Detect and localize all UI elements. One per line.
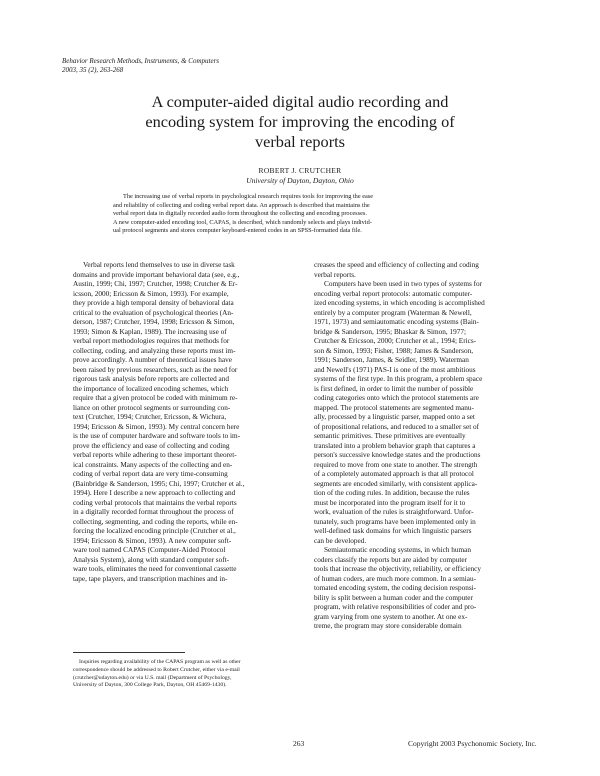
abstract-line: and reliability of collecting and coding verbal report data. An approach is described that maintains the bbox=[113, 201, 370, 209]
footnote-line: University of Dayton, 300 College Park, Dayton, OH 45469-1430). bbox=[73, 682, 227, 689]
footnote-line: correspondence should be addressed to Robert Crutcher, either via e-mail bbox=[73, 666, 240, 673]
body-text-line: critical to the evaluation of psychological theories (An- bbox=[73, 308, 234, 317]
journal-header bbox=[62, 57, 219, 75]
body-text-line: 1991; Sanderson, James, & Seidler, 1989). Waterman bbox=[314, 356, 469, 364]
body-text-line: can be developed. bbox=[314, 536, 367, 545]
abstract-line: A new computer-aided encoding tool, CAPAS, is described, which randomly selects and plays individ- bbox=[113, 218, 372, 226]
body-text-line: they provide a high temporal density of behavioral data bbox=[73, 299, 234, 307]
title-line: A computer-aided digital audio recording and bbox=[151, 92, 449, 111]
journal-name: Behavior Research Methods, Instruments, & Computers bbox=[62, 57, 220, 65]
footnote-line: (crutcher@udayton.edu) or via U.S. mail (Department of Psychology, bbox=[73, 674, 232, 681]
body-text-line: tion of the coding rules. In addition, because the rules bbox=[314, 489, 470, 497]
body-text-line: in a digitally recorded format throughout the process of bbox=[73, 508, 234, 516]
body-text-line: ical constraints. Many aspects of the collecting and en- bbox=[73, 460, 233, 469]
body-text-line: ized encoding systems, in which encoding is accomplished bbox=[314, 299, 485, 307]
journal-citation: 2003, 35 (2), 263-268 bbox=[62, 66, 124, 74]
abstract-line: ual protocol segments and stores computer keyboard-entered codes in an SPSS-formatted data file. bbox=[113, 227, 362, 234]
body-text-line: derson, 1987; Crutcher, 1994, 1998; Ericsson & Simon, bbox=[73, 318, 235, 326]
footnote-divider bbox=[73, 652, 185, 653]
body-text-line: creases the speed and efficiency of collecting and coding bbox=[314, 261, 479, 269]
body-text-line: must be incorporated into the program itself for it to bbox=[314, 498, 466, 507]
body-text-line: gram varying from one system to another. At one ex- bbox=[314, 612, 468, 621]
body-text-line: Semiautomatic encoding systems, in which human bbox=[324, 546, 471, 554]
body-text-line: 1993; Simon & Kaplan, 1989). The increasing use of bbox=[73, 327, 227, 336]
body-text-line: systems of the first type. In this program, a problem space bbox=[314, 375, 483, 383]
body-text-line: son & Simon, 1993; Fisher, 1988; James & Sanderson, bbox=[314, 346, 474, 355]
abstract bbox=[113, 193, 493, 236]
title-line: verbal reports bbox=[255, 132, 345, 151]
body-text-line: 1994). Here I describe a new approach to collecting and bbox=[73, 489, 236, 497]
body-text-line: prove accordingly. A number of theoretical issues have bbox=[73, 356, 232, 364]
body-text-line: forcing the localized encoding principle (Crutcher et al., bbox=[73, 527, 236, 535]
body-text-line: entirely by a computer program (Waterman & Newell, bbox=[314, 308, 472, 317]
body-text-line: tomated encoding system, the coding decision responsi- bbox=[314, 584, 477, 592]
body-text-line: coders classify the reports but are aided by computer bbox=[314, 555, 468, 564]
body-text-line: 1994; Ericsson & Simon, 1993). A new computer soft- bbox=[73, 536, 232, 545]
body-text-line: work, evaluation of the rules is straightforward. Unfor- bbox=[314, 508, 474, 516]
body-text-line: of a completely automated approach is that all protocol bbox=[314, 470, 474, 478]
body-text-line: required to move from one state to another. The strength bbox=[314, 460, 478, 469]
footnote-line: Inquiries regarding availability of the CAPAS program as well as other bbox=[79, 659, 241, 665]
author-name: ROBERT J. CRUTCHER bbox=[258, 166, 342, 175]
body-text-line: liance on other protocol segments or surrounding con- bbox=[73, 403, 231, 412]
body-text-line: of human coders, are much more common. In a semiau- bbox=[314, 574, 477, 583]
body-text-line: program, with relative responsibilities of coder and pro- bbox=[314, 603, 477, 611]
body-text-line: coding of verbal report data are very time-consuming bbox=[73, 470, 228, 478]
body-text-line: person's successive knowledge states and the productions bbox=[314, 451, 481, 459]
body-column-right bbox=[314, 261, 532, 632]
footnote bbox=[73, 659, 291, 690]
body-text-line: the importance of localized encoding schemes, which bbox=[73, 384, 229, 393]
body-text-line: verbal reports while adhering to these important theoret- bbox=[73, 451, 237, 459]
abstract-line: verbal report data in digitally recorded audio form throughout the collecting and encoding processes. bbox=[113, 210, 367, 217]
body-text-line: encoding verbal report protocols: automatic computer- bbox=[314, 289, 473, 298]
body-text-line: tape, tape players, and transcription machines and in- bbox=[73, 574, 228, 583]
body-text-line: translated into a problem behavior graph that captures a bbox=[314, 441, 476, 450]
body-text-line: Crutcher & Ericsson, 2000; Crutcher et al., 1994; Erics- bbox=[314, 337, 477, 345]
title-line: encoding system for improving the encoding of bbox=[145, 112, 455, 131]
body-text-line: and Newell's (1971) PAS-I is one of the most ambitious bbox=[314, 365, 476, 374]
body-text-line: tools that increase the objectivity, reliability, or efficiency bbox=[314, 565, 482, 573]
author-affiliation: University of Dayton, Dayton, Ohio bbox=[246, 176, 354, 185]
article-title bbox=[70, 92, 530, 152]
body-text-line: verbal report methodologies requires that methods for bbox=[73, 337, 230, 345]
body-text-line: (Bainbridge & Sanderson, 1995; Chi, 1997; Crutcher et al., bbox=[73, 479, 245, 488]
body-text-line: well-defined task domains for which linguistic parsers bbox=[314, 527, 472, 535]
body-text-line: semantic primitives. These primitives are eventually bbox=[314, 432, 466, 440]
body-text-line: rigorous task analysis before reports are collected and bbox=[73, 375, 230, 383]
body-text-line: prove the efficiency and ease of collecting and coding bbox=[73, 441, 230, 450]
body-text-line: mapped. The protocol statements are segmented manu- bbox=[314, 403, 474, 412]
body-text-line: icsson, 2000; Ericsson & Simon, 1993). For example, bbox=[73, 289, 229, 298]
body-text-line: is first defined, in order to limit the number of possible bbox=[314, 384, 474, 393]
body-text-line: collecting, coding, and analyzing these reports must im- bbox=[73, 346, 236, 355]
body-column-left bbox=[73, 261, 291, 584]
body-text-line: is the use of computer hardware and software tools to im- bbox=[73, 432, 241, 440]
body-text-line: segments are encoded similarly, with consistent applica- bbox=[314, 479, 478, 488]
body-text-line: require that a given protocol be coded with minimum re- bbox=[73, 394, 238, 402]
body-text-line: been raised by previous researchers, such as the need for bbox=[73, 365, 238, 374]
body-text-line: of propositional relations, and reduced to a smaller set of bbox=[314, 422, 480, 431]
copyright-notice: Copyright 2003 Psychonomic Society, Inc. bbox=[408, 739, 537, 748]
body-text-line: coding verbal protocols that maintains the verbal reports bbox=[73, 498, 237, 507]
body-text-line: domains and provide important behavioral data (see, e.g., bbox=[73, 270, 240, 279]
body-text-line: Analysis System), along with standard computer soft- bbox=[73, 555, 230, 564]
body-text-line: bility is split between a human coder and the computer bbox=[314, 593, 473, 602]
abstract-line: The increasing use of verbal reports in psychological research requires tools for improving the ease bbox=[123, 193, 374, 200]
body-text-line: coding categories onto which the protocol statements are bbox=[314, 394, 479, 402]
body-text-line: bridge & Sanderson, 1995; Bhaskar & Simon, 1977; bbox=[314, 327, 467, 336]
body-text-line: Computers have been used in two types of systems for bbox=[324, 280, 483, 288]
body-text-line: ally, processed by a linguistic parser, mapped onto a set bbox=[314, 413, 475, 421]
body-text-line: 1994; Ericsson & Simon, 1993). My central concern here bbox=[73, 422, 240, 431]
body-text-line: verbal reports. bbox=[314, 270, 356, 279]
body-text-line: ware tool named CAPAS (Computer-Aided Protocol bbox=[73, 546, 226, 554]
body-text-line: tunately, such programs have been implemented only in bbox=[314, 517, 476, 526]
page-number: 263 bbox=[293, 739, 305, 748]
body-text-line: treme, the program may store considerable domain bbox=[314, 622, 462, 630]
body-text-line: text (Crutcher, 1994; Crutcher, Ericsson, & Wichura, bbox=[73, 413, 227, 421]
body-text-line: Austin, 1999; Chi, 1997; Crutcher, 1998; Crutcher & Er- bbox=[73, 280, 238, 288]
body-text-line: 1971, 1973) and semiautomatic encoding systems (Bain- bbox=[314, 318, 479, 326]
body-text-line: collecting, segmenting, and coding the reports, while en- bbox=[73, 517, 238, 526]
body-text-line: ware tools, eliminates the need for conventional cassette bbox=[73, 565, 237, 573]
body-text-line: Verbal reports lend themselves to use in diverse task bbox=[83, 261, 235, 269]
